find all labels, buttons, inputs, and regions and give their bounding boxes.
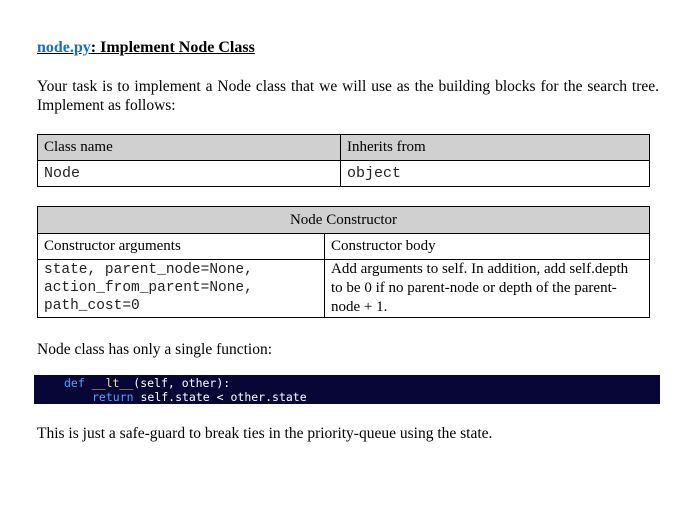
constructor-args-cell	[38, 260, 325, 318]
constructor-arg-line: path_cost=0	[44, 298, 140, 314]
safeguard-note: This is just a safe-guard to break ties in the priority-queue using the state.	[37, 425, 493, 442]
constructor-arg-line: action_from_parent=None,	[44, 280, 253, 296]
code-keyword-return: return	[92, 390, 134, 404]
intro-paragraph: Your task is to implement a Node class that we will use as the building blocks for the search tree. Implement as follows:	[37, 78, 659, 114]
code-line-1	[64, 376, 660, 390]
code-signature: (self, other):	[133, 376, 231, 390]
constructor-body-header: Constructor body	[325, 234, 650, 260]
code-line-2	[64, 390, 660, 404]
class-table	[37, 134, 650, 187]
code-function-name: __lt__	[91, 376, 134, 390]
function-intro: Node class has only a single function:	[37, 341, 273, 358]
inherits-from-header: Inherits from	[341, 135, 650, 161]
class-name-header: Class name	[38, 135, 341, 161]
constructor-body-cell: Add arguments to self. In addition, add self.depth to be 0 if no parent-node or depth of the parent-node + 1.	[325, 260, 650, 318]
class-name-value: Node	[38, 161, 341, 187]
constructor-arg-line: state, parent_node=None,	[44, 262, 253, 278]
heading-title: : Implement Node Class	[90, 39, 255, 56]
code-keyword-def: def	[64, 376, 85, 390]
constructor-table	[37, 206, 650, 318]
filename-link[interactable]: node.py	[37, 39, 91, 56]
constructor-args-header: Constructor arguments	[38, 234, 325, 260]
code-return-expression: self.state < other.state	[133, 390, 307, 404]
code-block	[34, 375, 660, 404]
section-heading	[37, 39, 255, 57]
inherits-from-value: object	[341, 161, 650, 187]
constructor-table-title: Node Constructor	[38, 207, 650, 234]
